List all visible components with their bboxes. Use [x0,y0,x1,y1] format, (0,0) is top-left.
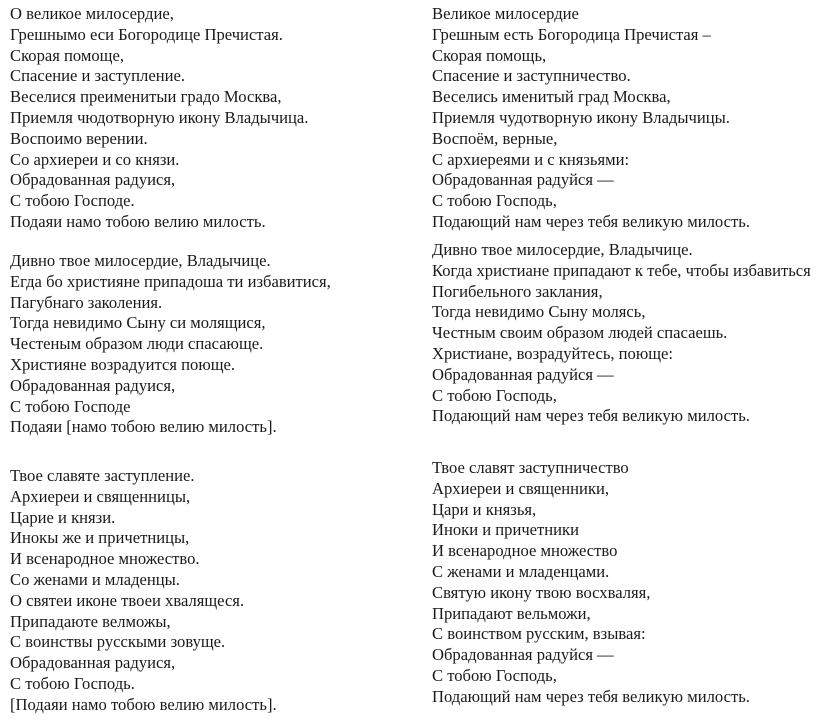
verse-line: Подаяи намо тобою велию милость. [10,211,266,231]
verse-line: Честным своим образом людей спасаешь. [432,323,728,343]
verse-line: Воспоём, верные, [432,128,558,148]
verse-line: Иноки и причетники [432,520,580,540]
verse-line: Егда бо християне припадоша ти избавитися, [10,271,331,291]
verse-line: Веселись именитый град Москва, [432,87,671,107]
verse-line: Воспоимо верении. [10,128,148,148]
verse-line: Спасение и заступление. [10,66,185,86]
verse-line: С архиереями и с князьями: [432,149,630,169]
verse-line: О великое милосердие, [10,4,174,23]
verse-line: Веселися преименитыи градо Москва, [10,87,282,107]
verse-line: Обрадованная радуися, [10,375,176,395]
verse-line: С тобою Господь. [10,673,135,693]
verse-line: Со женами и младенцы. [10,569,180,589]
verse-line: Дивно твое милосердие, Владычице. [432,240,693,259]
verse-line: Пагубнаго заколения. [10,292,163,312]
verse-line: Обрадованная радуйся — [432,364,614,384]
verse-line: С тобою Господе [10,396,131,416]
verse-line: Христиане, возрадуйтесь, поюще: [432,343,674,363]
verse-line: С тобою Господь, [432,191,557,211]
verse-line: О святеи иконе твоеи хвалящеся. [10,590,245,610]
verse-line: Подающий нам через тебя великую милость. [432,406,750,426]
verse-line: Архиереи и священницы, [10,486,191,506]
verse-line: Обрадованная радуися, [10,653,176,673]
verse-line: Подающий нам через тебя великую милость. [432,211,750,231]
verse-line: Твое славят заступничество [432,458,629,477]
verse-line: Християне возрадуится поюще. [10,354,236,374]
verse-line: Обрадованная радуися, [10,170,176,190]
stanza [432,4,750,233]
verse-line: Твое славяте заступление. [10,466,195,485]
verse-line: С женами и младенцами. [432,561,610,581]
verse-line: Честеным образом люди спасающе. [10,334,264,354]
verse-line: Инокы же и причетницы, [10,528,190,548]
verse-line: С тобою Господь, [432,665,557,685]
verse-line: С воинствы русскыми зовуще. [10,632,226,652]
stanza [432,458,750,708]
verse-line: Приемля чюдотворную икону Владычица. [10,107,309,127]
verse-line: Обрадованная радуйся — [432,170,614,190]
verse-line: Архиереи и священники, [432,478,610,498]
stanza [10,466,277,716]
verse-line: Припадают вельможи, [432,603,591,623]
verse-line: [Подаяи намо тобою велию милость]. [10,694,277,714]
verse-line: Грешным есть Богородица Пречистая – [432,24,711,44]
verse-line: Грешнымо еси Богородице Пречистая. [10,24,283,44]
verse-line: С тобою Господе. [10,191,135,211]
verse-line: Святую икону твою восхваляя, [432,582,651,602]
verse-line: Со архиереи и со князи. [10,149,180,169]
verse-line: Тогда невидимо Сыну си молящися, [10,313,266,333]
verse-line: Царие и князи. [10,507,116,527]
verse-line: С тобою Господь, [432,385,557,405]
stanza [10,251,331,438]
stanza [10,4,308,233]
verse-line: И всенародное множество [432,541,618,561]
verse-line: Приемля чудотворную икону Владычицы. [432,107,730,127]
verse-line: И всенародное множество. [10,549,200,569]
verse-line: Погибельного заклания, [432,281,603,301]
verse-line: С воинством русским, взывая: [432,624,646,644]
stanza [432,240,811,427]
verse-line: Когда христиане припадают к тебе, чтобы избавиться [432,260,811,280]
verse-line: Припадаюте велможы, [10,611,171,631]
verse-line: Цари и князья, [432,499,537,519]
verse-line: Скорая помоще, [10,45,124,65]
verse-line: Спасение и заступничество. [432,66,631,86]
verse-line: Тогда невидимо Сыну молясь, [432,302,646,322]
verse-line: Подаяи [намо тобою велию милость]. [10,417,277,437]
verse-line: Великое милосердие [432,4,579,23]
verse-line: Дивно твое милосердие, Владычице. [10,251,271,270]
verse-line: Подающий нам через тебя великую милость. [432,686,750,706]
verse-line: Обрадованная радуйся — [432,645,614,665]
verse-line: Скорая помощь, [432,45,547,65]
